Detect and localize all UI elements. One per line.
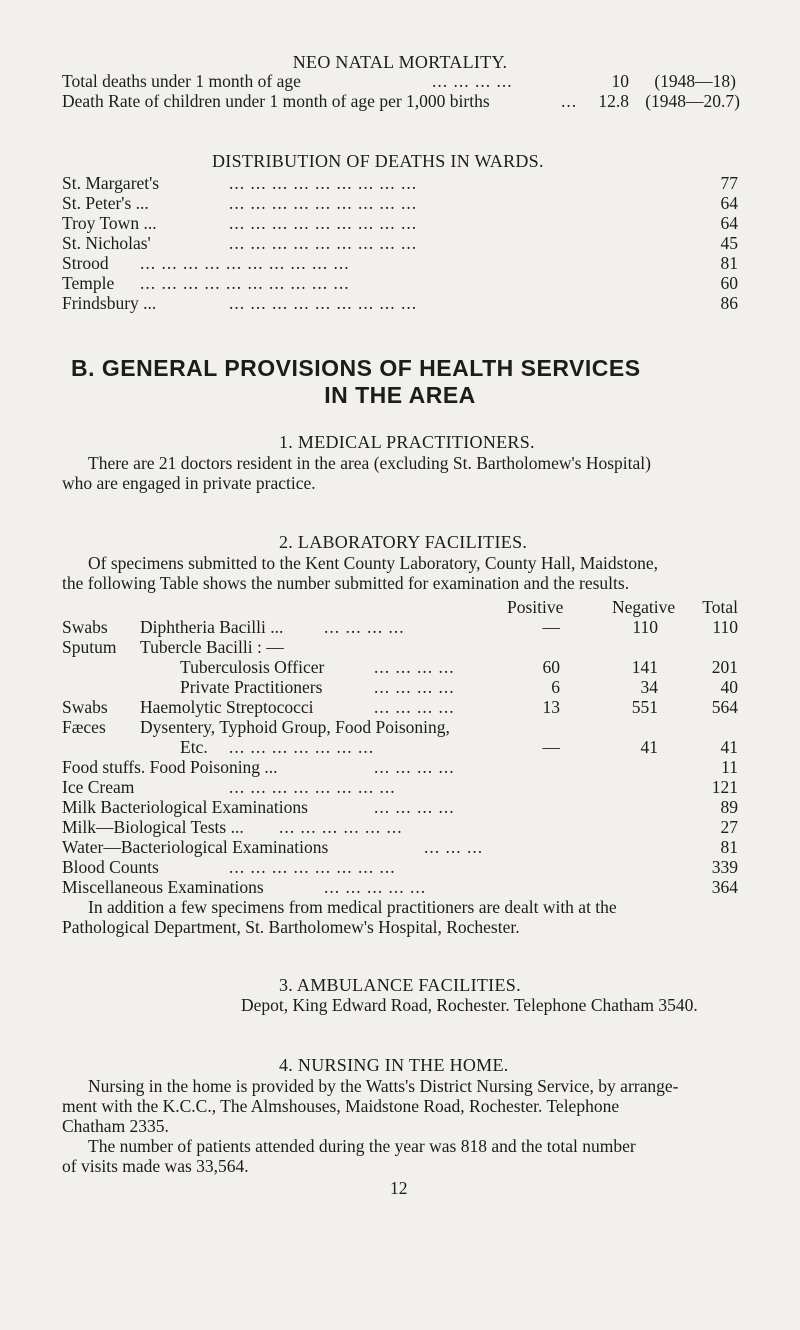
leader-dots: ...: [561, 91, 578, 111]
leader-dots: ... ... ...: [424, 837, 484, 857]
leader-dots: ... ... ... ...: [374, 697, 455, 717]
leader-dots: ... ... ... ... ...: [324, 877, 427, 897]
section-heading-cont: IN THE AREA: [324, 382, 476, 408]
row-value: 12.8: [598, 91, 629, 111]
positive-value: 60: [542, 657, 560, 677]
ward-value: 86: [720, 293, 738, 313]
page-number: 12: [390, 1178, 408, 1198]
total-value: 339: [711, 857, 738, 877]
laboratory-note: In addition a few specimens from medical practitioners are dealt with at the: [88, 897, 617, 917]
ambulance-text: Depot, King Edward Road, Rochester. Telephone Chatham 3540.: [241, 995, 698, 1015]
laboratory-intro-cont: the following Table shows the number submitted for examination and the results.: [62, 573, 630, 593]
specimen-type: Swabs: [62, 617, 108, 637]
total-value: 110: [712, 617, 738, 637]
row-value: 10: [611, 71, 629, 91]
ward-value: 60: [720, 273, 738, 293]
ambulance-heading: 3. AMBULANCE FACILITIES.: [279, 975, 521, 995]
total-value: 27: [720, 817, 738, 837]
specimen-type: Swabs: [62, 697, 108, 717]
examination-label: Miscellaneous Examinations: [62, 877, 264, 897]
ward-name: Strood: [62, 253, 109, 273]
leader-dots: ... ... ... ... ... ... ... ...: [229, 857, 396, 877]
section-heading: B. GENERAL PROVISIONS OF HEALTH SERVICES: [71, 355, 641, 381]
total-value: 81: [720, 837, 738, 857]
positive-value: —: [542, 737, 560, 757]
column-header-total: Total: [702, 597, 738, 617]
ward-value: 64: [720, 213, 738, 233]
negative-value: 551: [631, 697, 658, 717]
total-value: 201: [711, 657, 738, 677]
positive-value: 13: [542, 697, 560, 717]
leader-dots: ... ... ... ...: [374, 657, 455, 677]
leader-dots: ... ... ... ...: [324, 617, 405, 637]
positive-value: —: [542, 617, 560, 637]
negative-value: 41: [640, 737, 658, 757]
specimen-type: Sputum: [62, 637, 117, 657]
ward-name: Temple: [62, 273, 115, 293]
leader-dots: ... ... ... ... ... ... ... ... ...: [229, 293, 418, 313]
ward-value: 81: [720, 253, 738, 273]
specimen-label: Tubercle Bacilli : —: [140, 637, 284, 657]
medical-heading: 1. MEDICAL PRACTITIONERS.: [279, 432, 535, 452]
nursing-text-2-cont: of visits made was 33,564.: [62, 1156, 249, 1176]
leader-dots: ... ... ... ... ... ... ... ... ...: [229, 193, 418, 213]
row-prev: (1948—20.7): [645, 91, 740, 111]
total-value: 11: [721, 757, 738, 777]
laboratory-intro: Of specimens submitted to the Kent County Laboratory, County Hall, Maidstone,: [88, 553, 658, 573]
ward-value: 64: [720, 193, 738, 213]
leader-dots: ... ... ... ... ... ... ... ... ...: [229, 233, 418, 253]
total-value: 40: [720, 677, 738, 697]
ward-name: Troy Town ...: [62, 213, 157, 233]
ward-name: St. Nicholas': [62, 233, 151, 253]
nursing-text-cont: ment with the K.C.C., The Almshouses, Maidstone Road, Rochester. Telephone: [62, 1096, 620, 1116]
examination-label: Milk Bacteriological Examinations: [62, 797, 308, 817]
wards-title: DISTRIBUTION OF DEATHS IN WARDS.: [212, 151, 544, 171]
total-value: 121: [711, 777, 738, 797]
examination-label: Water—Bacteriological Examinations: [62, 837, 329, 857]
leader-dots: ... ... ... ...: [432, 71, 513, 91]
negative-value: 34: [640, 677, 658, 697]
nursing-text-cont: Chatham 2335.: [62, 1116, 169, 1136]
examination-label: Milk—Biological Tests ...: [62, 817, 244, 837]
leader-dots: ... ... ... ... ... ... ... ... ... ...: [140, 253, 350, 273]
leader-dots: ... ... ... ...: [374, 677, 455, 697]
specimen-label: Dysentery, Typhoid Group, Food Poisoning,: [140, 717, 450, 737]
row-label: Death Rate of children under 1 month of age per 1,000 births: [62, 91, 490, 111]
ward-name: Frindsbury ...: [62, 293, 157, 313]
total-value: 564: [711, 697, 738, 717]
column-header-negative: Negative: [612, 597, 676, 617]
leader-dots: ... ... ... ...: [374, 797, 455, 817]
leader-dots: ... ... ... ... ... ... ...: [229, 737, 375, 757]
laboratory-heading: 2. LABORATORY FACILITIES.: [279, 532, 528, 552]
examination-label: Food stuffs. Food Poisoning ...: [62, 757, 278, 777]
neo-natal-title: NEO NATAL MORTALITY.: [292, 52, 508, 72]
leader-dots: ... ... ... ... ... ...: [279, 817, 403, 837]
row-prev: (1948—18): [654, 71, 736, 91]
row-label: Total deaths under 1 month of age: [62, 71, 301, 91]
leader-dots: ... ... ... ... ... ... ... ...: [229, 777, 396, 797]
leader-dots: ... ... ... ... ... ... ... ... ... ...: [140, 273, 350, 293]
laboratory-note-cont: Pathological Department, St. Bartholomew's Hospital, Rochester.: [62, 917, 520, 937]
specimen-label: Haemolytic Streptococci: [140, 697, 314, 717]
ward-name: St. Margaret's: [62, 173, 160, 193]
specimen-label: Etc.: [180, 737, 208, 757]
ward-name: St. Peter's ...: [62, 193, 149, 213]
leader-dots: ... ... ... ... ... ... ... ... ...: [229, 173, 418, 193]
examination-label: Blood Counts: [62, 857, 159, 877]
specimen-label: Diphtheria Bacilli ...: [140, 617, 284, 637]
total-value: 41: [720, 737, 738, 757]
medical-text: There are 21 doctors resident in the area (excluding St. Bartholomew's Hospital): [88, 453, 651, 473]
ward-value: 77: [720, 173, 738, 193]
leader-dots: ... ... ... ... ... ... ... ... ...: [229, 213, 418, 233]
nursing-text-2: The number of patients attended during the year was 818 and the total number: [88, 1136, 636, 1156]
examination-label: Ice Cream: [62, 777, 135, 797]
nursing-heading: 4. NURSING IN THE HOME.: [279, 1055, 509, 1075]
leader-dots: ... ... ... ...: [374, 757, 455, 777]
ward-value: 45: [720, 233, 738, 253]
total-value: 89: [720, 797, 738, 817]
specimen-label: Tuberculosis Officer: [180, 657, 325, 677]
total-value: 364: [711, 877, 738, 897]
nursing-text: Nursing in the home is provided by the Watts's District Nursing Service, by arrange-: [88, 1076, 679, 1096]
specimen-type: Fæces: [62, 717, 106, 737]
positive-value: 6: [551, 677, 560, 697]
negative-value: 110: [632, 617, 658, 637]
column-header-positive: Positive: [507, 597, 564, 617]
negative-value: 141: [631, 657, 658, 677]
medical-text-cont: who are engaged in private practice.: [62, 473, 316, 493]
specimen-label: Private Practitioners: [180, 677, 323, 697]
